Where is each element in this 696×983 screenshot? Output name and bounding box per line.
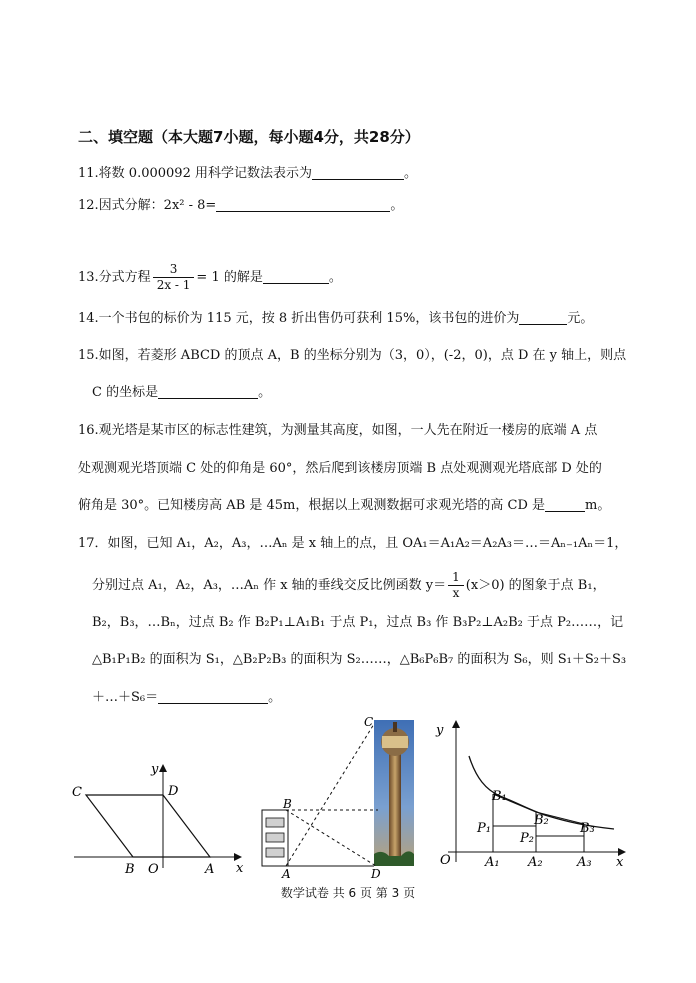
answer-blank[interactable] xyxy=(158,689,268,704)
section-title: 二、填空题（本大题7小题，每小题4分，共28分） xyxy=(78,128,420,146)
label-y: y xyxy=(436,723,444,738)
label-o: O xyxy=(148,862,159,877)
label-b2: B₂ xyxy=(534,813,549,828)
rhombus-figure xyxy=(68,760,248,880)
label-a3: A₃ xyxy=(577,855,592,870)
label-a: A xyxy=(282,867,291,880)
label-b1: B₁ xyxy=(492,789,507,804)
label-b: B xyxy=(125,862,135,877)
tower-photo xyxy=(374,720,414,866)
label-d: D xyxy=(168,784,179,799)
question-16-line-2: 处观测观光塔顶端 C 处的仰角是 60°，然后爬到该楼房顶端 B 点处观测观光塔底部 D 处的 xyxy=(78,461,602,476)
building xyxy=(262,810,288,866)
hyperbola-figure xyxy=(428,716,632,876)
answer-blank[interactable] xyxy=(263,269,329,284)
label-y: y xyxy=(151,762,159,777)
question-17-line-1: 17．如图，已知 A₁，A₂，A₃，…Aₙ 是 x 轴上的点，且 OA₁＝A₁A₂＝A₂A₃＝…＝Aₙ₋₁Aₙ＝1， xyxy=(78,536,628,551)
question-17-line-5: ＋…＋S₆＝ 。 xyxy=(92,690,282,705)
label-c: C xyxy=(364,715,374,729)
question-14: 14.一个书包的标价为 115 元，按 8 折出售仍可获利 15%，该书包的进价为 元。 xyxy=(78,311,594,326)
answer-blank[interactable] xyxy=(216,197,390,212)
question-15-line-2: C 的坐标是 。 xyxy=(92,385,272,400)
label-p1: P₁ xyxy=(477,821,491,836)
label-a2: A₂ xyxy=(528,855,543,870)
rhombus-shape xyxy=(86,795,210,857)
fraction: $\frac{1}{x}$ xyxy=(448,570,464,601)
question-17-line-4: △B₁P₁B₂ 的面积为 S₁，△B₂P₂B₃ 的面积为 S₂……，△B₆P₆B₇ 的面积为 S₆，则 S₁＋S₂＋S₃ xyxy=(92,652,627,667)
label-d: D xyxy=(371,867,381,880)
label-a: A xyxy=(205,862,215,877)
question-11: 11.将数 0.000092 用科学记数法表示为 。 xyxy=(78,166,417,181)
answer-blank[interactable] xyxy=(545,497,585,512)
label-x: x xyxy=(616,855,624,870)
question-17-line-2: 分别过点 A₁，A₂，A₃，…Aₙ 作 x 轴的垂线交反比例函数 y＝ $\frac{1}{x}$ (x＞0) 的图象于点 B₁， xyxy=(92,570,606,600)
label-o: O xyxy=(440,853,451,868)
label-x: x xyxy=(236,861,244,876)
answer-blank[interactable] xyxy=(312,165,404,180)
question-15-line-1: 15.如图，若菱形 ABCD 的顶点 A，B 的坐标分别为（3，0），(-2，0)，点 D 在 y 轴上，则点 xyxy=(78,348,627,363)
answer-blank[interactable] xyxy=(519,310,567,325)
depression-sight-line xyxy=(286,810,376,866)
question-17-line-3: B₂，B₃，…Bₙ，过点 B₂ 作 B₂P₁⊥A₁B₁ 于点 P₁，过点 B₃ 作 B₃P₂⊥A₂B₂ 于点 P₂……，记 xyxy=(92,615,624,630)
question-16-line-3: 俯角是 30°。已知楼房高 AB 是 45m，根据以上观测数据可求观光塔的高 CD 是 m。 xyxy=(78,498,611,513)
label-b: B xyxy=(283,797,292,811)
question-16-line-1: 16.观光塔是某市区的标志性建筑，为测量其高度，如图，一人先在附近一楼房的底端 A 点 xyxy=(78,423,598,438)
page-footer: 数学试卷 共 6 页 第 3 页 xyxy=(280,886,416,900)
question-12: 12.因式分解：2x² - 8= 。 xyxy=(78,198,404,213)
label-p2: P₂ xyxy=(520,831,534,846)
label-b3: B₃ xyxy=(580,821,595,836)
label-c: C xyxy=(72,785,82,800)
fraction: $\frac{3}{2x - 1}$ xyxy=(153,262,195,293)
question-13: 13.分式方程 $\frac{3}{2x - 1}$ = 1 的解是 。 xyxy=(78,262,342,292)
answer-blank[interactable] xyxy=(158,384,258,399)
elevation-sight-line xyxy=(286,724,374,866)
tower-figure xyxy=(256,714,418,880)
label-a1: A₁ xyxy=(485,855,500,870)
